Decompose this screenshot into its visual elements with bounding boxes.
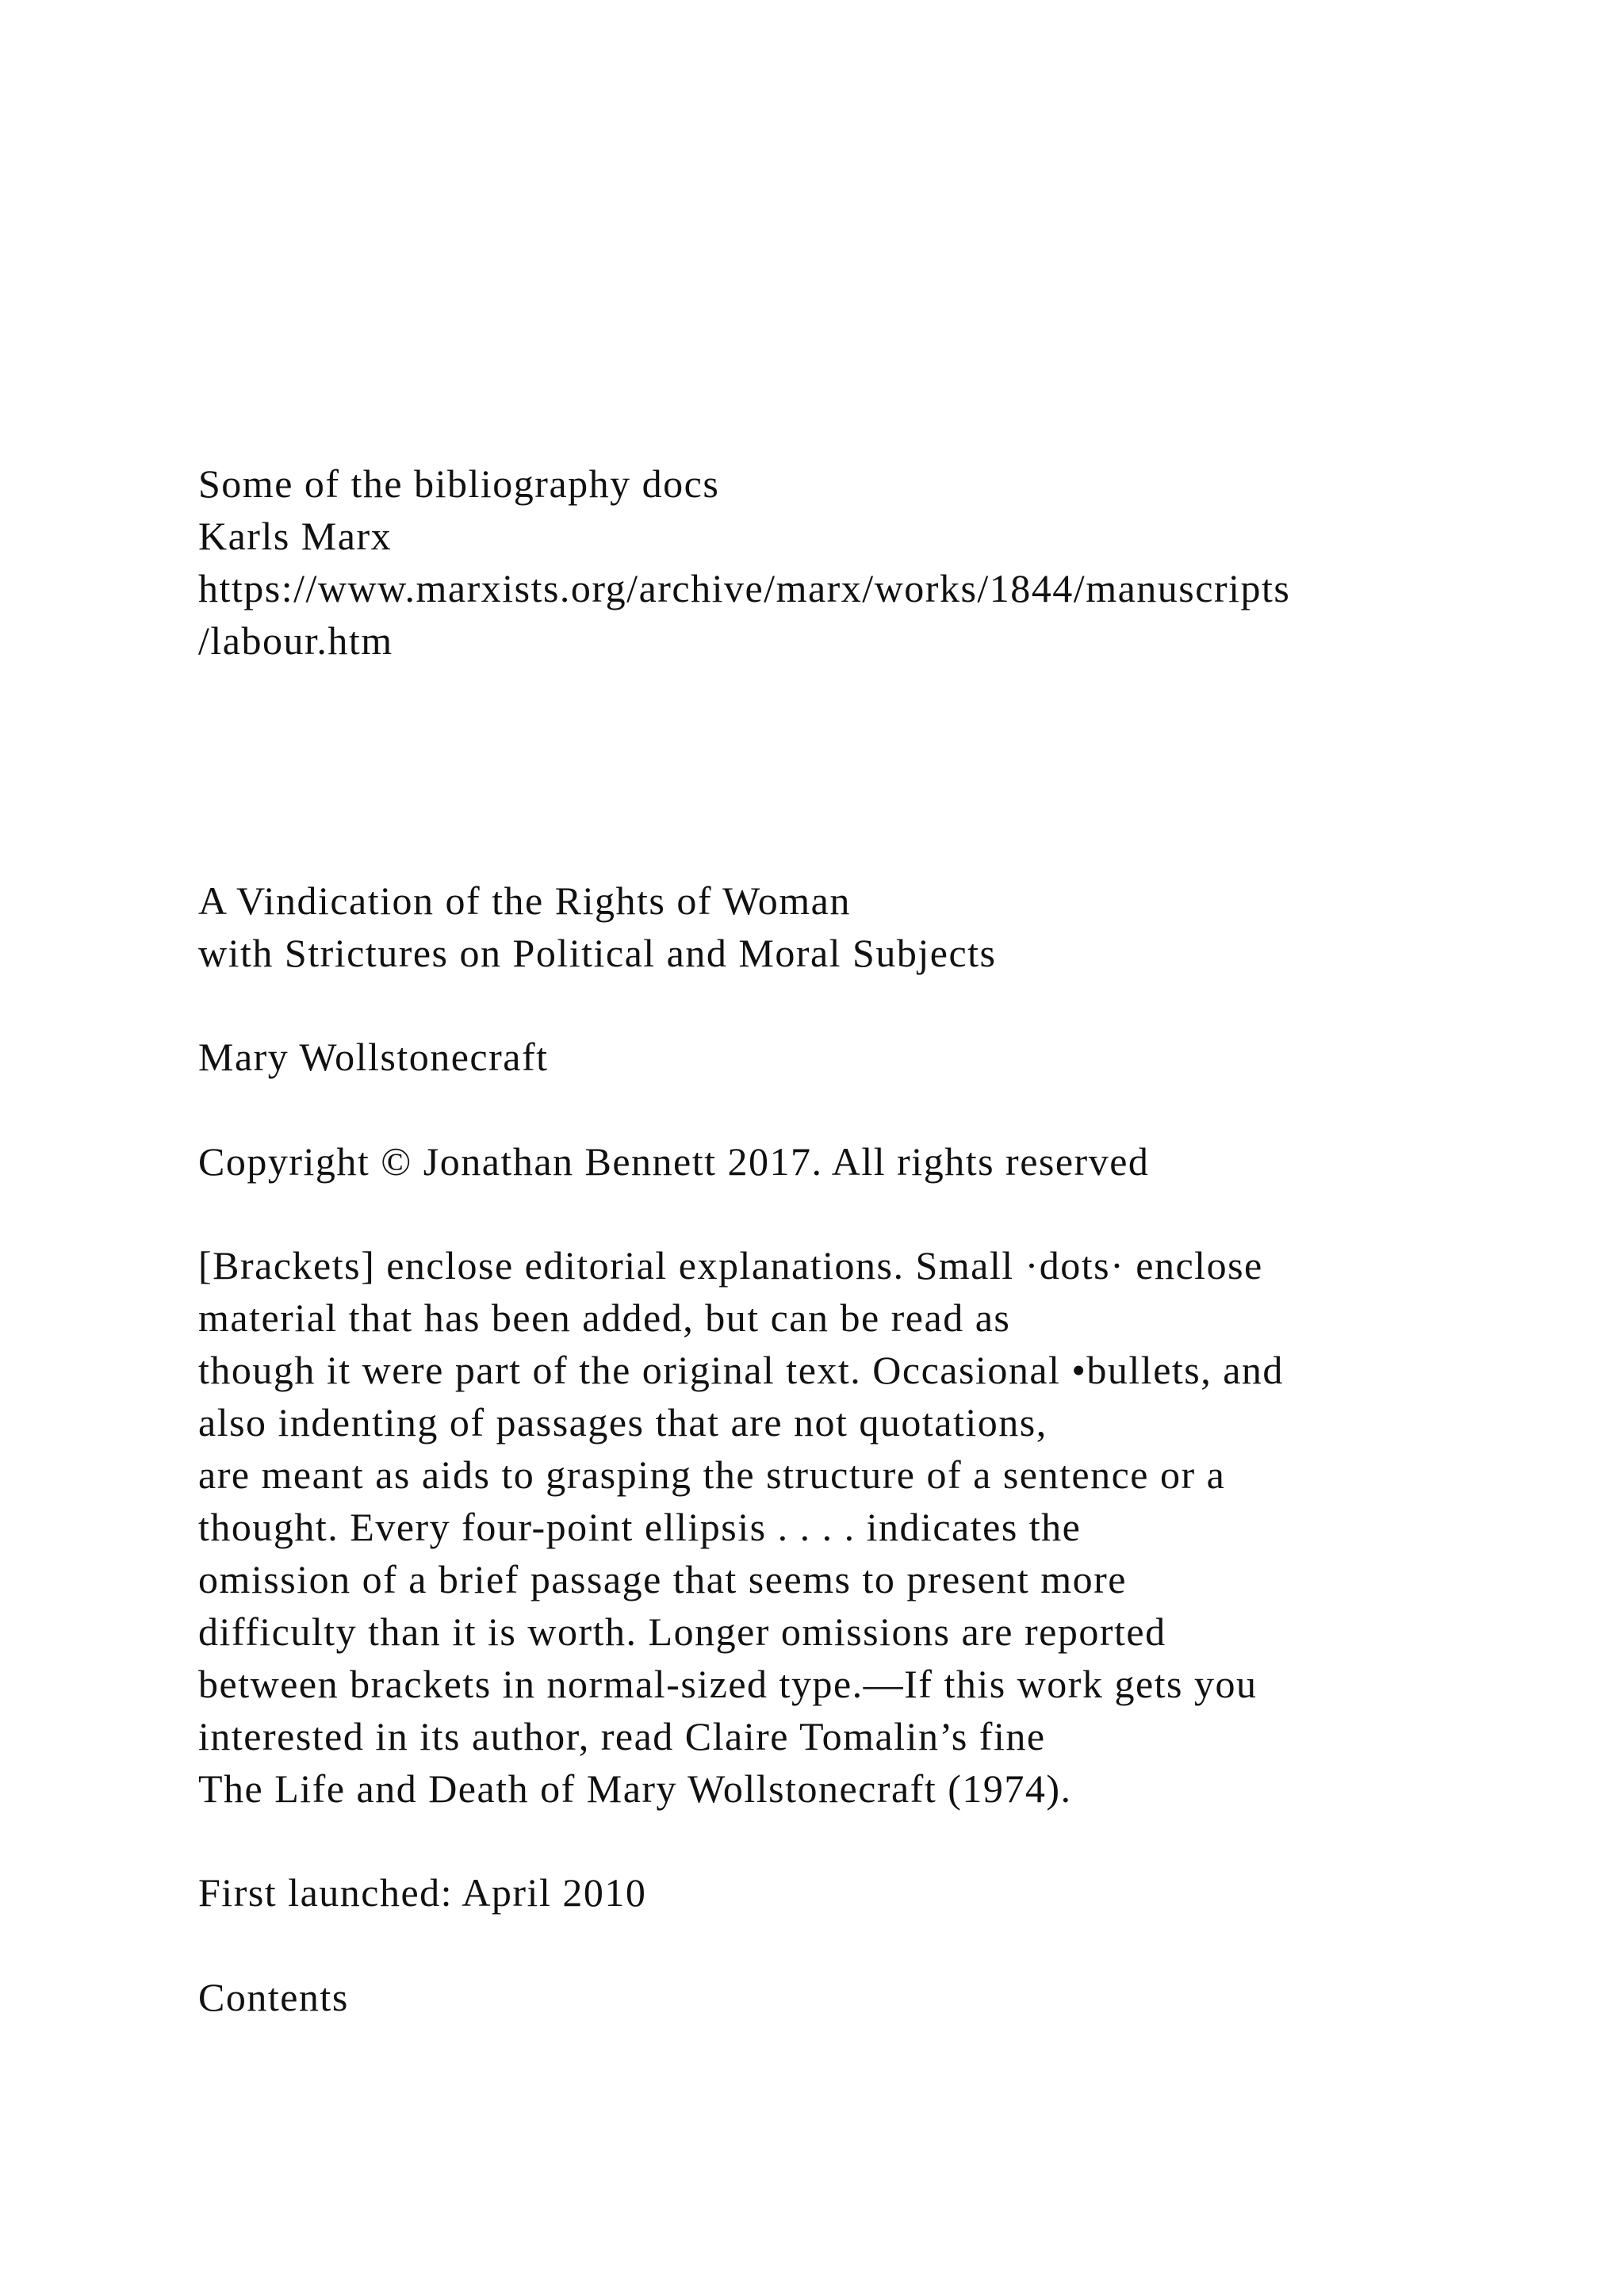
bibliography-heading: Some of the bibliography docs — [198, 461, 720, 506]
editorial-note-line: omission of a brief passage that seems to present more — [198, 1557, 1127, 1601]
first-launched: First launched: April 2010 — [198, 1870, 647, 1915]
bibliography-author: Karls Marx — [198, 514, 393, 558]
bibliography-url-line-1: https://www.marxists.org/archive/marx/works/1844/manuscripts — [198, 566, 1291, 610]
contents-heading: Contents — [198, 1975, 349, 2019]
editorial-note-line: material that has been added, but can be read as — [198, 1295, 1011, 1340]
editorial-note-line: thought. Every four-point ellipsis . . . . indicates the — [198, 1505, 1082, 1549]
editorial-note-line: though it were part of the original text. Occasional •bullets, and — [198, 1348, 1284, 1392]
book-subtitle: with Strictures on Political and Moral Subjects — [198, 931, 997, 975]
book-author: Mary Wollstonecraft — [198, 1035, 549, 1079]
editorial-note-line: The Life and Death of Mary Wollstonecraft (1974). — [198, 1766, 1072, 1811]
editorial-note-line: also indenting of passages that are not quotations, — [198, 1400, 1048, 1445]
book-title: A Vindication of the Rights of Woman — [198, 878, 851, 923]
editorial-note-line: [Brackets] enclose editorial explanations. Small ·dots· enclose — [198, 1243, 1263, 1288]
editorial-note-line: between brackets in normal-sized type.—If this work gets you — [198, 1662, 1258, 1706]
editorial-note-line: are meant as aids to grasping the structure of a sentence or a — [198, 1452, 1226, 1497]
copyright-notice: Copyright © Jonathan Bennett 2017. All rights reserved — [198, 1139, 1150, 1184]
bibliography-url-line-2: /labour.htm — [198, 618, 393, 663]
editorial-note-line: interested in its author, read Claire Tomalin’s fine — [198, 1714, 1046, 1758]
editorial-note-line: difficulty than it is worth. Longer omissions are reported — [198, 1609, 1166, 1654]
